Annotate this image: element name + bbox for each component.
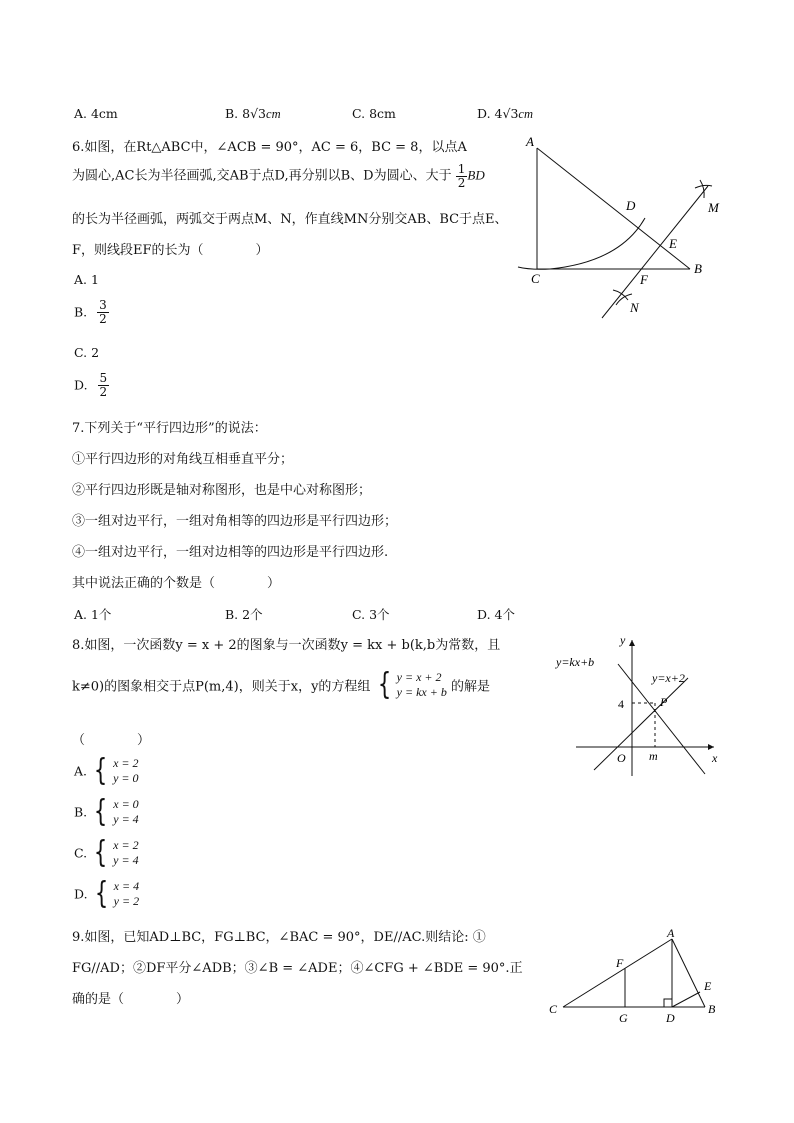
q6-line-1: 6.如图，在Rt△ABC中，∠ACB = 90°，AC = 6，BC = 8，以点A <box>72 140 467 155</box>
q5-option-d[interactable] <box>477 106 533 122</box>
label-four: 4 <box>618 697 624 711</box>
q8-figure <box>550 630 730 780</box>
segment-de <box>672 992 700 1007</box>
q5-option-b-unit: cm <box>266 107 281 121</box>
q6-line-3: 的长为半径画弧，两弧交于两点M、N，作直线MN分别交AB、BC于点E、 <box>72 212 508 227</box>
q7-option-b[interactable]: B. 2个 <box>225 607 263 622</box>
q5-option-d-prefix: D. 4 <box>477 106 503 121</box>
label-c: C <box>531 271 540 286</box>
label-b: B <box>694 261 702 276</box>
q5-option-d-unit: cm <box>518 107 533 121</box>
line-mn <box>602 186 708 318</box>
q8-line-1: 8.如图，一次函数y = x + 2的图象与一次函数y = kx + b(k,b为常数，且 <box>72 638 501 653</box>
label-m: M <box>708 200 719 215</box>
label-d: D <box>626 198 636 213</box>
label-d: D <box>666 1011 675 1025</box>
q7-question: 其中说法正确的个数是（ ） <box>72 576 281 591</box>
q9-figure <box>545 925 730 1025</box>
q5-option-b[interactable] <box>225 106 281 122</box>
q6-line-4: F，则线段EF的长为（ ） <box>72 243 269 258</box>
q5-option-c[interactable]: C. 8cm <box>352 106 396 121</box>
q6-half-fraction: $\frac{1}{2}$ <box>457 162 466 190</box>
segment-ab <box>537 148 690 269</box>
label-e: E <box>669 236 677 251</box>
q5-option-d-radical: √3 <box>502 106 519 121</box>
label-e: E <box>704 979 712 993</box>
label-b: B <box>708 1002 716 1016</box>
q6-option-c[interactable]: C. 2 <box>74 345 100 360</box>
q6-line-2 <box>72 163 485 189</box>
label-origin: O <box>617 751 626 765</box>
q6-bd-label: BD <box>467 167 485 183</box>
label-c: C <box>549 1002 558 1016</box>
q7-option-d[interactable]: D. 4个 <box>477 607 515 622</box>
q8-equation-system: { y = x + 2 y = kx + b <box>377 667 447 702</box>
q8-line-2-text: k≠0)的图象相交于点P(m,4)，则关于x，y的方程组 <box>72 679 371 695</box>
q7-statement-1: ①平行四边形的对角线互相垂直平分； <box>72 452 294 467</box>
q5-option-a[interactable]: A. 4cm <box>74 106 118 121</box>
label-y-axis: y <box>620 633 626 647</box>
q9-line-1: 9.如图，已知AD⊥BC，FG⊥BC，∠BAC = 90°，DE//AC.则结论: ① <box>72 930 486 945</box>
label-p: P <box>660 695 668 709</box>
graph-y-x-plus-2 <box>594 678 688 770</box>
label-line-kx-b: y=kx+b <box>556 655 595 669</box>
label-f: F <box>640 272 648 287</box>
q6-option-d[interactable]: D. $\frac{5}{2}$ <box>74 371 108 399</box>
q6-option-b[interactable]: B. $\frac{3}{2}$ <box>74 298 107 326</box>
q8-line-2 <box>72 667 490 702</box>
q8-answer-paren: （ ） <box>72 733 151 748</box>
label-x-axis: x <box>712 751 718 765</box>
label-a: A <box>667 926 675 940</box>
label-f: F <box>616 956 624 970</box>
segment-ca <box>563 939 672 1007</box>
q8-option-a[interactable]: A. { x = 2 y = 0 <box>74 753 139 788</box>
q8-option-c[interactable]: C. { x = 2 y = 4 <box>74 835 139 870</box>
q7-statement-4: ④一组对边平行，一组对边相等的四边形是平行四边形. <box>72 545 389 560</box>
q7-option-c[interactable]: C. 3个 <box>352 607 390 622</box>
q6-line-2-text: 为圆心,AC长为半径画弧,交AB于点D,再分别以B、D为圆心、大于 <box>72 168 452 184</box>
label-g: G <box>619 1011 628 1025</box>
q8-option-d[interactable]: D. { x = 4 y = 2 <box>74 876 140 911</box>
q5-option-b-radical: √3 <box>250 106 267 121</box>
q9-line-2: FG//AD；②DF平分∠ADB；③∠B = ∠ADE；④∠CFG + ∠BDE = 90°.正 <box>72 961 523 976</box>
q6-option-a[interactable]: A. 1 <box>74 272 99 287</box>
q9-line-3: 确的是（ ） <box>72 992 190 1007</box>
q7-statement-2: ②平行四边形既是轴对称图形，也是中心对称图形； <box>72 483 372 498</box>
q5-option-b-prefix: B. 8 <box>225 106 251 121</box>
q8-option-b[interactable]: B. { x = 0 y = 4 <box>74 794 139 829</box>
label-n: N <box>630 300 639 315</box>
q7-statement-3: ③一组对边平行，一组对角相等的四边形是平行四边形； <box>72 514 398 529</box>
q8-line-2-tail: 的解是 <box>450 679 490 695</box>
q7-line-1: 7.下列关于“平行四边形”的说法： <box>72 421 267 436</box>
segment-ab <box>672 939 705 1007</box>
label-a: A <box>526 134 534 149</box>
q6-figure <box>510 130 730 325</box>
label-m: m <box>649 749 658 763</box>
q7-option-a[interactable]: A. 1个 <box>74 607 112 622</box>
label-line-x-2: y=x+2 <box>652 671 685 685</box>
right-angle-mark <box>664 999 672 1007</box>
